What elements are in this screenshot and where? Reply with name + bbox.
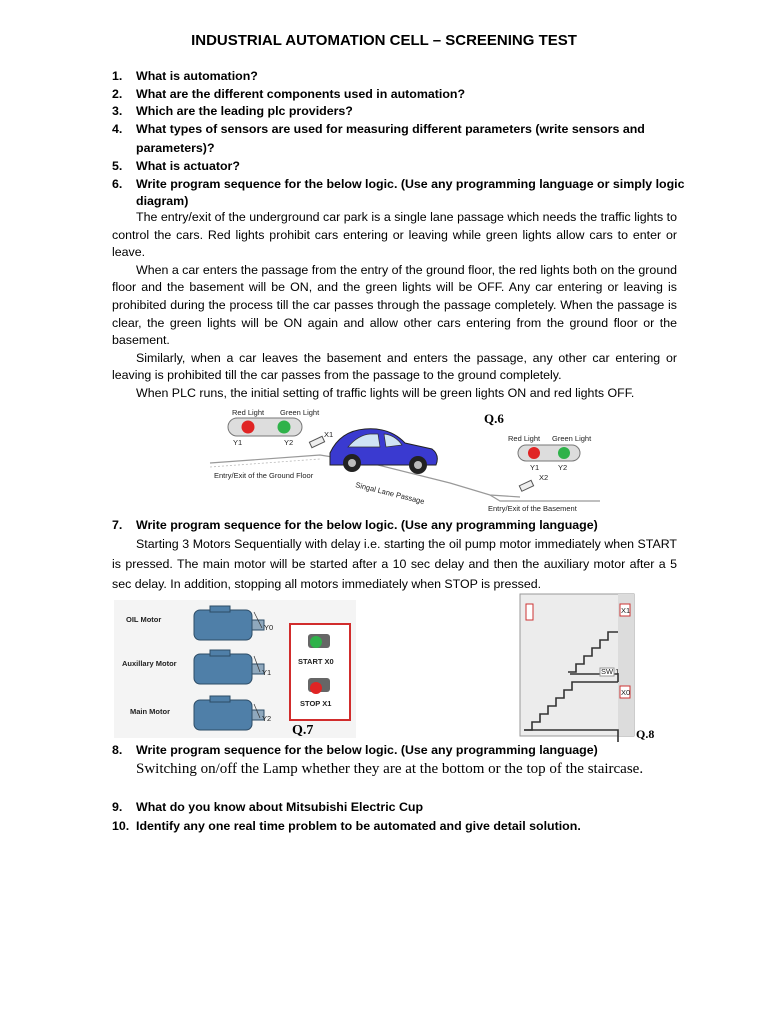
ground-floor-label: Entry/Exit of the Ground Floor	[214, 471, 314, 480]
question-text: What do you know about Mitsubishi Electric Cup	[136, 800, 424, 814]
x0-label: X0	[621, 688, 631, 697]
green-light-label: Green Light	[552, 434, 592, 443]
q6-figure-label: Q.6	[484, 411, 504, 426]
page-title: INDUSTRIAL AUTOMATION CELL – SCREENING TEST	[191, 32, 577, 49]
q6-description	[112, 209, 677, 403]
green-light-icon	[278, 421, 291, 434]
question-number: 4.	[112, 122, 123, 136]
sensor-x1-icon	[309, 436, 324, 447]
y2-label: Y2	[262, 714, 272, 723]
q8-staircase-figure	[518, 592, 660, 742]
q6-paragraph: Similarly, when a car leaves the basement and enters the passage, any other car entering or leaving is prohibited till the car passes from the passage to the ground completely.	[112, 350, 677, 383]
question-number: 2.	[112, 87, 123, 101]
y1-label: Y1	[262, 668, 272, 677]
question-text-line1: Write program sequence for the below logic. (Use any programming language or simply logic	[136, 177, 685, 191]
passage-label: Singal Lane Passage	[354, 480, 426, 507]
question-text-line2: parameters)?	[136, 141, 215, 155]
question-text: What are the different components used in automation?	[136, 87, 466, 101]
y1-label: Y1	[530, 463, 540, 472]
red-light-label: Red Light	[232, 408, 265, 417]
stop-label: STOP X1	[300, 699, 332, 708]
q7-paragraph: Starting 3 Motors Sequentially with delay i.e. starting the oil pump motor immediately when START is pressed. The main motor will be started after a 10 sec delay and then the auxiliary motor after a 5 sec delay. In addition, stopping all motors immediately when STOP is pressed.	[112, 537, 677, 591]
question-text-line2: diagram)	[136, 194, 189, 208]
red-light-icon	[528, 447, 540, 459]
q7-description	[112, 534, 677, 594]
y2-label: Y2	[284, 438, 294, 447]
staircase-background	[520, 594, 634, 736]
question-number: 1.	[112, 69, 123, 83]
green-light-icon	[558, 447, 570, 459]
y2-label: Y2	[558, 463, 568, 472]
sensor-x2-icon	[519, 480, 533, 491]
question-text: Write program sequence for the below logic. (Use any programming language)	[136, 518, 598, 532]
red-light-label: Red Light	[508, 434, 541, 443]
q8-figure-label: Q.8	[636, 727, 655, 741]
oil-motor-label: OIL Motor	[126, 615, 162, 624]
q6-paragraph: The entry/exit of the underground car park is a single lane passage which needs the traffic lights to control the cars. Red lights prohibit cars entering or leaving while green lights allow cars to enter or leave.	[112, 210, 677, 260]
x1-label: X1	[621, 606, 631, 615]
traffic-light-housing	[518, 445, 580, 461]
main-motor-label: Main Motor	[130, 707, 170, 716]
q7-figure-label: Q.7	[292, 723, 314, 738]
question-number: 7.	[112, 518, 123, 532]
aux-motor-label: Auxillary Motor	[122, 659, 177, 668]
q6-paragraph: When PLC runs, the initial setting of traffic lights will be green lights ON and red lights OFF.	[136, 385, 635, 400]
green-light-label: Green Light	[280, 408, 320, 417]
q8-description: Switching on/off the Lamp whether they are at the bottom or the top of the staircase.	[136, 761, 644, 777]
sw1-label: SW 1	[601, 667, 620, 676]
x2-label: X2	[539, 473, 549, 482]
q6-paragraph: When a car enters the passage from the entry of the ground floor, the red lights both on the ground floor and the basement will be ON, and the green lights will be OFF. Any car entering or leaving is prohibited during the process till the car passes through the passage completely. When the passage is clear, the green lights will be ON again and allow other cars entering from the ground floor or the basement.	[112, 262, 677, 348]
question-number: 3.	[112, 104, 123, 118]
car-icon	[330, 429, 437, 474]
q7-motors-figure	[114, 600, 356, 738]
road-edge	[210, 459, 320, 467]
question-text-line1: What types of sensors are used for measuring different parameters (write sensors and	[136, 122, 645, 136]
question-number: 10.	[112, 819, 130, 833]
red-light-icon	[242, 421, 255, 434]
question-text: What is actuator?	[136, 159, 240, 173]
question-text: Identify any one real time problem to be automated and give detail solution.	[136, 819, 581, 833]
lamp-icon	[526, 604, 533, 620]
y1-label: Y1	[233, 438, 243, 447]
question-text: Write program sequence for the below logic. (Use any programming language)	[136, 743, 598, 757]
start-label: START X0	[298, 657, 334, 666]
question-number: 9.	[112, 800, 123, 814]
x1-label: X1	[324, 430, 334, 439]
question-text: Which are the leading plc providers?	[136, 104, 353, 118]
q6-car-park-figure	[200, 403, 610, 515]
question-text: What is automation?	[136, 69, 258, 83]
stop-button-icon	[308, 678, 330, 694]
question-number: 5.	[112, 159, 123, 173]
question-number: 8.	[112, 743, 123, 757]
basement-label: Entry/Exit of the Basement	[488, 504, 577, 513]
y0-label: Y0	[264, 623, 274, 632]
question-number: 6.	[112, 177, 123, 191]
start-button-icon	[308, 634, 330, 648]
traffic-light-housing	[228, 418, 302, 436]
